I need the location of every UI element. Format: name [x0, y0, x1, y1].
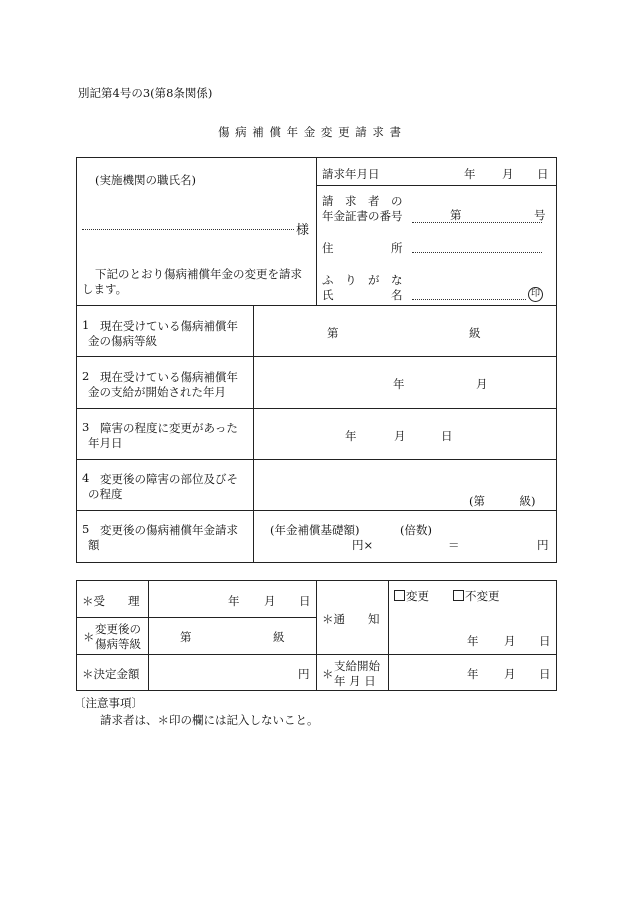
item-5-no: 5 — [82, 522, 90, 536]
receipt-day: 日 — [299, 594, 311, 608]
grade-asterisk: ＊ — [83, 630, 95, 644]
certificate-number-field[interactable] — [412, 222, 542, 223]
change-label: 変更 — [406, 589, 429, 603]
name-label: 氏 名 — [322, 288, 403, 302]
item-3-month: 月 — [394, 429, 406, 443]
start-asterisk: ＊ — [322, 667, 334, 681]
start-label-2: 年 月 日 — [334, 674, 376, 688]
item-2-label-1: 現在受けている傷病補償年 — [100, 370, 238, 384]
item-1-label-1: 現在受けている傷病補償年 — [100, 319, 238, 333]
item-4-label-1: 変更後の障害の部位及びそ — [100, 472, 238, 486]
office-grade-dai: 第 — [180, 630, 192, 644]
form-title: 傷 病 補 償 年 金 変 更 請 求 書 — [218, 125, 403, 139]
receipt-label: ＊受 理 — [82, 594, 140, 608]
start-month: 月 — [504, 667, 516, 681]
item-4-no: 4 — [82, 471, 90, 485]
item-2-no: 2 — [82, 369, 90, 383]
start-label-1: 支給開始 — [334, 659, 380, 673]
item-3-year: 年 — [345, 429, 357, 443]
item-4-label-2: の程度 — [88, 487, 123, 501]
item-5-mult-label: (倍数) — [400, 523, 432, 537]
addressee-line[interactable] — [82, 229, 294, 230]
amount-en: 円 — [298, 667, 310, 681]
start-year: 年 — [467, 667, 479, 681]
item-1-dai: 第 — [327, 326, 339, 340]
notes-body: 請求者は、＊印の欄には記入しないこと。 — [100, 713, 319, 727]
item-1-kyu: 級 — [469, 326, 481, 340]
item-5-label-1: 変更後の傷病補償年金請求 — [100, 523, 238, 537]
change-checkbox-icon[interactable] — [394, 590, 405, 601]
form-id: 別記第4号の3(第8条関係) — [78, 86, 213, 100]
claimant-label-2: 年金証書の番号 — [322, 209, 403, 223]
furigana-label: ふ り が な — [322, 273, 403, 287]
start-day: 日 — [539, 667, 551, 681]
seal-icon: 印 — [528, 287, 543, 302]
item-3-label-1: 障害の程度に変更があった — [100, 421, 238, 435]
request-day: 日 — [537, 167, 549, 181]
item-5-label-2: 額 — [88, 538, 100, 552]
item-4-grade: (第 級) — [469, 494, 536, 508]
address-label: 住 所 — [322, 241, 403, 255]
notes-title: 〔注意事項〕 — [74, 696, 143, 710]
claimant-label-1: 請 求 者 の — [322, 194, 403, 208]
request-month: 月 — [502, 167, 514, 181]
notify-label: ＊通 知 — [322, 612, 380, 626]
request-year: 年 — [464, 167, 476, 181]
sama-label: 様 — [296, 223, 310, 238]
certificate-go: 号 — [534, 208, 546, 222]
receipt-month: 月 — [264, 594, 276, 608]
office-grade-label-2: 傷病等級 — [95, 637, 141, 651]
item-5-en: 円 — [537, 538, 549, 552]
item-3-day: 日 — [441, 429, 453, 443]
address-field[interactable] — [412, 252, 542, 253]
notify-day: 日 — [539, 634, 551, 648]
no-change-option[interactable] — [453, 588, 500, 604]
statement-line-2: します。 — [82, 282, 128, 296]
item-1-no: 1 — [82, 318, 90, 332]
request-date-label: 請求年月日 — [322, 167, 380, 181]
office-grade-label-1: 変更後の — [95, 622, 141, 636]
statement-line-1: 下記のとおり傷病補償年金の変更を請求 — [95, 267, 302, 281]
addressee-label: (実施機関の職氏名) — [95, 173, 196, 187]
change-option[interactable] — [394, 588, 429, 604]
item-3-label-2: 年月日 — [88, 436, 123, 450]
item-2-year: 年 — [393, 377, 405, 391]
no-change-label: 不変更 — [465, 589, 500, 603]
office-grade-kyu: 級 — [273, 630, 285, 644]
notify-year: 年 — [467, 634, 479, 648]
receipt-year: 年 — [228, 594, 240, 608]
item-1-label-2: 金の傷病等級 — [88, 334, 157, 348]
no-change-checkbox-icon[interactable] — [453, 590, 464, 601]
item-2-label-2: 金の支給が開始された年月 — [88, 385, 226, 399]
amount-label: ＊決定金額 — [82, 667, 140, 681]
name-field[interactable] — [412, 299, 526, 300]
notify-month: 月 — [504, 634, 516, 648]
certificate-dai: 第 — [450, 208, 462, 222]
item-3-no: 3 — [82, 420, 90, 434]
item-5-base-label: (年金補償基礎額) — [270, 523, 360, 537]
item-5-en-times: 円× — [352, 538, 374, 552]
item-2-month: 月 — [476, 377, 488, 391]
item-5-equals: ＝ — [448, 538, 460, 552]
